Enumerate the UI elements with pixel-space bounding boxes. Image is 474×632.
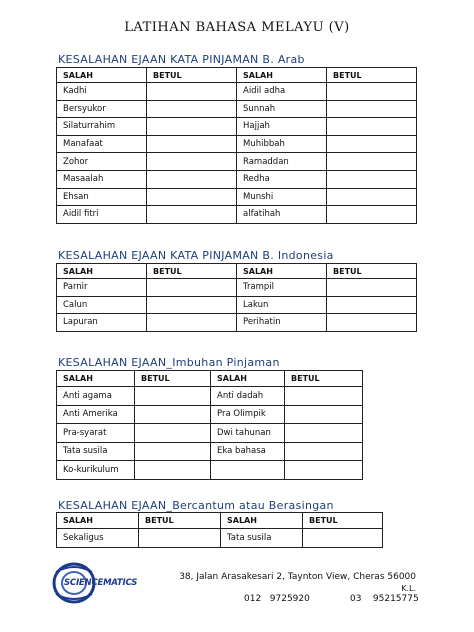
answer-cell[interactable]: [147, 296, 237, 314]
footer-phone-mobile: 012 9725920: [244, 594, 310, 604]
table-imbuhan: [56, 370, 363, 480]
table-row: [57, 314, 417, 332]
word-cell: Zohor: [57, 153, 147, 171]
word-cell: Lakun: [237, 296, 327, 314]
word-cell: Muhibbah: [237, 135, 327, 153]
column-header: SALAH: [57, 264, 147, 279]
word-cell: Lapuran: [57, 314, 147, 332]
word-cell: Anti agama: [57, 387, 135, 406]
answer-cell[interactable]: [327, 83, 417, 101]
word-cell: Calun: [57, 296, 147, 314]
page-title: LATIHAN BAHASA MELAYU (V): [124, 20, 350, 35]
table-row: [57, 188, 417, 206]
word-cell: Dwi tahunan: [211, 424, 285, 443]
header-row: [57, 264, 417, 279]
table-row: [57, 118, 417, 136]
word-cell: Pra-syarat: [57, 424, 135, 443]
footer-phone-office: 03 95215775: [350, 594, 419, 604]
answer-cell[interactable]: [147, 83, 237, 101]
table-row: [57, 296, 417, 314]
word-cell: Sekaligus: [57, 529, 139, 548]
answer-cell[interactable]: [147, 314, 237, 332]
answer-cell[interactable]: [135, 424, 211, 443]
word-cell: Tata susila: [221, 529, 303, 548]
word-cell: Anti dadah: [211, 387, 285, 406]
column-header: BETUL: [285, 371, 363, 387]
answer-cell[interactable]: [147, 153, 237, 171]
answer-cell[interactable]: [285, 387, 363, 406]
word-cell: Silaturrahim: [57, 118, 147, 136]
table-row: [57, 405, 363, 424]
column-header: SALAH: [237, 68, 327, 83]
column-header: BETUL: [303, 513, 383, 529]
word-cell: Sunnah: [237, 100, 327, 118]
table-row: [57, 279, 417, 297]
table-row: [57, 461, 363, 480]
word-cell: Ko-kurikulum: [57, 461, 135, 480]
table-row: [57, 135, 417, 153]
answer-cell[interactable]: [147, 279, 237, 297]
header-row: [57, 68, 417, 83]
word-cell: Kadhi: [57, 83, 147, 101]
section-heading-bercantum: KESALAHAN EJAAN_Bercantum atau Berasingan: [58, 499, 334, 512]
word-cell: Tata susila: [57, 442, 135, 461]
section-heading-indonesia: KESALAHAN EJAAN KATA PINJAMAN B. Indonesia: [58, 249, 334, 262]
column-header: SALAH: [57, 68, 147, 83]
column-header: BETUL: [147, 68, 237, 83]
answer-cell[interactable]: [327, 206, 417, 224]
answer-cell[interactable]: [147, 206, 237, 224]
answer-cell[interactable]: [147, 170, 237, 188]
word-cell: alfatihah: [237, 206, 327, 224]
answer-cell[interactable]: [147, 118, 237, 136]
column-header: BETUL: [139, 513, 221, 529]
answer-cell[interactable]: [285, 442, 363, 461]
answer-cell[interactable]: [147, 135, 237, 153]
table-row: [57, 83, 417, 101]
answer-cell[interactable]: [139, 529, 221, 548]
word-cell: Masaalah: [57, 170, 147, 188]
footer-city: K.L.: [401, 584, 416, 593]
word-cell: Aidil fitri: [57, 206, 147, 224]
word-cell: [211, 461, 285, 480]
column-header: SALAH: [221, 513, 303, 529]
word-cell: Trampil: [237, 279, 327, 297]
column-header: SALAH: [57, 371, 135, 387]
table-row: [57, 206, 417, 224]
answer-cell[interactable]: [135, 405, 211, 424]
word-cell: Manafaat: [57, 135, 147, 153]
column-header: SALAH: [57, 513, 139, 529]
answer-cell[interactable]: [327, 135, 417, 153]
section-heading-imbuhan: KESALAHAN EJAAN_Imbuhan Pinjaman: [58, 356, 280, 369]
table-row: [57, 442, 363, 461]
answer-cell[interactable]: [327, 188, 417, 206]
word-cell: Aidil adha: [237, 83, 327, 101]
word-cell: Eka bahasa: [211, 442, 285, 461]
table-arab: [56, 67, 417, 224]
answer-cell[interactable]: [327, 314, 417, 332]
column-header: BETUL: [147, 264, 237, 279]
answer-cell[interactable]: [327, 118, 417, 136]
table-row: [57, 387, 363, 406]
column-header: BETUL: [327, 68, 417, 83]
table-indonesia: [56, 263, 417, 332]
word-cell: Anti Amerika: [57, 405, 135, 424]
answer-cell[interactable]: [327, 170, 417, 188]
answer-cell[interactable]: [327, 296, 417, 314]
answer-cell[interactable]: [135, 461, 211, 480]
answer-cell[interactable]: [285, 405, 363, 424]
table-row: [57, 170, 417, 188]
word-cell: Munshi: [237, 188, 327, 206]
table-row: [57, 424, 363, 443]
answer-cell[interactable]: [327, 153, 417, 171]
answer-cell[interactable]: [147, 100, 237, 118]
word-cell: Perihatin: [237, 314, 327, 332]
header-row: [57, 371, 363, 387]
word-cell: Pra Olimpik: [211, 405, 285, 424]
word-cell: Ramaddan: [237, 153, 327, 171]
table-row: [57, 529, 383, 548]
column-header: SALAH: [211, 371, 285, 387]
answer-cell[interactable]: [285, 461, 363, 480]
logo-wordmark: SCIENCEMATICS: [64, 578, 138, 588]
answer-cell[interactable]: [135, 387, 211, 406]
word-cell: Parnir: [57, 279, 147, 297]
footer-address: 38, Jalan Arasakesari 2, Taynton View, Cheras 56000: [179, 572, 416, 582]
answer-cell[interactable]: [135, 442, 211, 461]
word-cell: Ehsan: [57, 188, 147, 206]
answer-cell[interactable]: [327, 100, 417, 118]
answer-cell[interactable]: [303, 529, 383, 548]
word-cell: Hajjah: [237, 118, 327, 136]
column-header: BETUL: [135, 371, 211, 387]
word-cell: Redha: [237, 170, 327, 188]
header-row: [57, 513, 383, 529]
table-row: [57, 153, 417, 171]
column-header: SALAH: [237, 264, 327, 279]
answer-cell[interactable]: [147, 188, 237, 206]
table-bercantum: [56, 512, 383, 548]
answer-cell[interactable]: [327, 279, 417, 297]
word-cell: Bersyukor: [57, 100, 147, 118]
answer-cell[interactable]: [285, 424, 363, 443]
section-heading-arab: KESALAHAN EJAAN KATA PINJAMAN B. Arab: [58, 53, 305, 66]
column-header: BETUL: [327, 264, 417, 279]
table-row: [57, 100, 417, 118]
